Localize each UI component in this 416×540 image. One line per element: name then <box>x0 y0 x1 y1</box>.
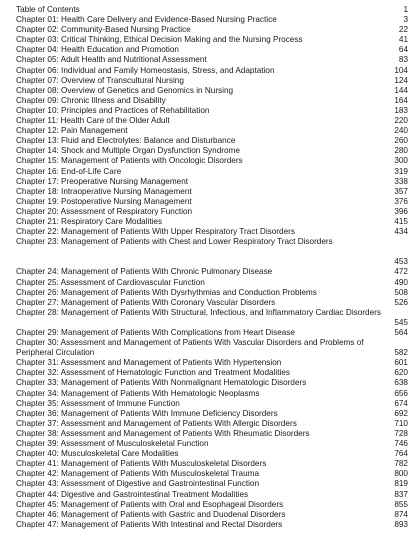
toc-entry-37[interactable] <box>16 419 408 429</box>
toc-entry-page: 183 <box>394 105 408 115</box>
toc-entry-page: 819 <box>394 479 408 489</box>
toc-entry-page: 83 <box>398 55 408 65</box>
toc-entry-label: Chapter 21: Respiratory Care Modalities <box>16 216 163 226</box>
toc-entry-label: Chapter 25: Assessment of Cardiovascular Function <box>16 277 205 287</box>
toc-entry-label: Chapter 23: Management of Patients with Chest and Lower Respiratory Tract Disorders <box>16 237 333 247</box>
toc-entry-page: 124 <box>394 75 408 85</box>
toc-entry-label: Chapter 31: Assessment and Management of Patients With Hypertension <box>16 358 282 368</box>
toc-entry-36[interactable] <box>16 409 408 419</box>
toc-entry-label: Chapter 10: Principles and Practices of Rehabilitation <box>16 105 210 115</box>
toc-entry-page: 415 <box>394 216 408 226</box>
toc-entry-label: Chapter 28: Management of Patients With Structural, Infectious, and Inflammatory Cardiac Disorders <box>16 307 381 317</box>
toc-entry-page: 3 <box>403 15 408 25</box>
toc-entry-39[interactable] <box>16 439 408 449</box>
toc-entry-05[interactable] <box>16 55 408 65</box>
toc-entry-page: 601 <box>394 358 408 368</box>
toc-entry-04[interactable] <box>16 45 408 55</box>
toc-entry-11[interactable] <box>16 116 408 126</box>
toc-entry-label: Chapter 33: Management of Patients With Nonmalignant Hematologic Disorders <box>16 378 307 388</box>
toc-entry-page: 893 <box>394 519 408 529</box>
toc-entry-label: Chapter 42: Management of Patients With Musculoskeletal Trauma <box>16 469 260 479</box>
toc-entry-page: 319 <box>394 166 408 176</box>
toc-entry-label: Chapter 29: Management of Patients With Complications from Heart Disease <box>16 328 295 338</box>
toc-entry-page: 545 <box>394 317 408 327</box>
toc-entry-label: Chapter 01: Health Care Delivery and Evidence-Based Nursing Practice <box>16 15 277 25</box>
toc-entry-page: 22 <box>398 25 408 35</box>
toc-entry-page: 728 <box>394 428 408 438</box>
toc-entry-label: Chapter 22: Management of Patients With Upper Respiratory Tract Disorders <box>16 227 295 237</box>
toc-entry-02[interactable] <box>16 25 408 35</box>
toc-entry-30[interactable] <box>16 338 408 358</box>
toc-entry-47[interactable] <box>16 520 408 530</box>
toc-entry-19[interactable] <box>16 197 408 207</box>
toc-entry-24[interactable] <box>16 267 408 277</box>
toc-entry-page: 674 <box>394 398 408 408</box>
toc-entry-page: 764 <box>394 449 408 459</box>
toc-entry-label: Chapter 34: Management of Patients With Hematologic Neoplasms <box>16 388 260 398</box>
toc-entry-page: 638 <box>394 378 408 388</box>
toc-entry-page: 453 <box>394 257 408 267</box>
toc-entry-label: Chapter 36: Management of Patients With Immune Deficiency Disorders <box>16 408 278 418</box>
toc-entry-page: 280 <box>394 146 408 156</box>
toc-entry-32[interactable] <box>16 368 408 378</box>
toc-entry-label: Chapter 09: Chronic Illness and Disability <box>16 95 166 105</box>
toc-entry-label: Chapter 14: Shock and Multiple Organ Dysfunction Syndrome <box>16 146 240 156</box>
toc-entry-label: Chapter 32: Assessment of Hematologic Function and Treatment Modalities <box>16 368 290 378</box>
toc-entry-page: 582 <box>394 348 408 358</box>
toc-title-page: 1 <box>403 5 408 14</box>
toc-entry-31[interactable] <box>16 358 408 368</box>
toc-entry-34[interactable] <box>16 389 408 399</box>
toc-entry-22[interactable] <box>16 227 408 237</box>
toc-title: Table of Contents <box>16 5 80 14</box>
toc-entry-43[interactable] <box>16 479 408 489</box>
toc-entry-page: 490 <box>394 277 408 287</box>
toc-entry-label: Chapter 44: Digestive and Gastrointestinal Treatment Modalities <box>16 489 249 499</box>
toc-entry-27[interactable] <box>16 298 408 308</box>
toc-entry-label: Chapter 35: Assessment of Immune Function <box>16 398 180 408</box>
toc-entry-page: 746 <box>394 439 408 449</box>
toc-entry-46[interactable] <box>16 510 408 520</box>
toc-entry-03[interactable] <box>16 35 408 45</box>
toc-entry-26[interactable] <box>16 288 408 298</box>
toc-entry-label: Chapter 11: Health Care of the Older Adult <box>16 116 170 126</box>
toc-entry-label: Chapter 06: Individual and Family Homeostasis, Stress, and Adaptation <box>16 65 275 75</box>
toc-entry-label: Chapter 45: Management of Patients with Oral and Esophageal Disorders <box>16 499 284 509</box>
toc-entry-page: 656 <box>394 388 408 398</box>
toc-entry-page: 338 <box>394 176 408 186</box>
toc-entry-page: 376 <box>394 196 408 206</box>
toc-entry-label: Chapter 13: Fluid and Electrolytes: Balance and Disturbance <box>16 136 236 146</box>
toc-entry-label: Chapter 12: Pain Management <box>16 126 128 136</box>
toc-entry-page: 240 <box>394 126 408 136</box>
toc-entry-page: 710 <box>394 418 408 428</box>
toc-entry-07[interactable] <box>16 76 408 86</box>
toc-entry-page: 41 <box>398 35 408 45</box>
toc-entry-06[interactable] <box>16 66 408 76</box>
toc-entry-label: Chapter 38: Assessment and Management of Patients With Rheumatic Disorders <box>16 428 310 438</box>
toc-entry-13[interactable] <box>16 136 408 146</box>
toc-entry-label: Chapter 02: Community-Based Nursing Practice <box>16 25 191 35</box>
toc-entry-23[interactable] <box>16 237 408 267</box>
toc-entry-40[interactable] <box>16 449 408 459</box>
toc-entry-08[interactable] <box>16 86 408 96</box>
toc-entry-page: 357 <box>394 186 408 196</box>
toc-entry-label: Chapter 04: Health Education and Promotion <box>16 45 179 55</box>
toc-entry-page: 620 <box>394 368 408 378</box>
toc-entry-42[interactable] <box>16 469 408 479</box>
toc-entry-page: 564 <box>394 328 408 338</box>
toc-entry-page: 782 <box>394 459 408 469</box>
toc-entry-label: Chapter 30: Assessment and Management of Patients With Vascular Disorders and Problems of Peripheral Circulation <box>16 338 364 358</box>
toc-entry-01[interactable] <box>16 15 408 25</box>
toc-entry-20[interactable] <box>16 207 408 217</box>
toc-entry-page: 164 <box>394 95 408 105</box>
toc-entry-label: Chapter 43: Assessment of Digestive and Gastrointestinal Function <box>16 479 260 489</box>
toc-entry-label: Chapter 05: Adult Health and Nutritional Assessment <box>16 55 207 65</box>
toc-entry-page: 260 <box>394 136 408 146</box>
toc-entry-label: Chapter 37: Assessment and Management of Patients With Allergic Disorders <box>16 418 297 428</box>
toc-entry-label: Chapter 15: Management of Patients with Oncologic Disorders <box>16 156 243 166</box>
toc-entry-label: Chapter 03: Critical Thinking, Ethical Decision Making and the Nursing Process <box>16 35 303 45</box>
toc-entry-page: 144 <box>394 85 408 95</box>
toc-entry-label: Chapter 47: Management of Patients With Intestinal and Rectal Disorders <box>16 519 283 529</box>
toc-entry-label: Chapter 46: Management of Patients with Gastric and Duodenal Disorders <box>16 509 286 519</box>
toc-entry-25[interactable] <box>16 278 408 288</box>
toc-entry-41[interactable] <box>16 459 408 469</box>
toc-entry-page: 508 <box>394 287 408 297</box>
toc-entry-page: 64 <box>398 45 408 55</box>
toc-entry-page: 855 <box>394 499 408 509</box>
toc-entry-10[interactable] <box>16 106 408 116</box>
toc-entry-label: Chapter 26: Management of Patients With Dysrhythmias and Conduction Problems <box>16 287 317 297</box>
toc-entry-page: 874 <box>394 509 408 519</box>
toc-entry-label: Chapter 39: Assessment of Musculoskeletal Function <box>16 439 209 449</box>
toc-entry-label: Chapter 07: Overview of Transcultural Nursing <box>16 75 184 85</box>
toc-entry-33[interactable] <box>16 378 408 388</box>
toc-entry-page: 220 <box>394 116 408 126</box>
toc-entry-45[interactable] <box>16 500 408 510</box>
toc-entry-44[interactable] <box>16 490 408 500</box>
toc-entry-label: Chapter 16: End-of-Life Care <box>16 166 122 176</box>
toc-entry-16[interactable] <box>16 167 408 177</box>
toc-entry-label: Chapter 24: Management of Patients With Chronic Pulmonary Disease <box>16 267 273 277</box>
toc-entry-15[interactable] <box>16 156 408 166</box>
toc-entry-12[interactable] <box>16 126 408 136</box>
toc-entry-page: 692 <box>394 408 408 418</box>
toc-entry-label: Chapter 17: Preoperative Nursing Management <box>16 176 189 186</box>
toc-entry-label: Chapter 27: Management of Patients With Coronary Vascular Disorders <box>16 297 276 307</box>
toc-entry-page: 396 <box>394 206 408 216</box>
toc-entry-17[interactable] <box>16 177 408 187</box>
toc-entry-35[interactable] <box>16 399 408 409</box>
toc-entry-page: 472 <box>394 267 408 277</box>
toc-header <box>16 5 408 15</box>
toc-entry-09[interactable] <box>16 96 408 106</box>
toc-entry-label: Chapter 19: Postoperative Nursing Management <box>16 196 192 206</box>
toc-entry-label: Chapter 40: Musculoskeletal Care Modalities <box>16 449 179 459</box>
toc-entry-14[interactable] <box>16 146 408 156</box>
toc-entry-label: Chapter 41: Management of Patients With Musculoskeletal Disorders <box>16 459 267 469</box>
toc-entry-page: 104 <box>394 65 408 75</box>
toc-entry-28[interactable] <box>16 308 408 328</box>
toc-entry-18[interactable] <box>16 187 408 197</box>
toc-entry-page: 434 <box>394 227 408 237</box>
toc-entry-29[interactable] <box>16 328 408 338</box>
toc-entry-page: 526 <box>394 297 408 307</box>
toc-entry-page: 800 <box>394 469 408 479</box>
toc-entry-21[interactable] <box>16 217 408 227</box>
toc-entry-label: Chapter 20: Assessment of Respiratory Function <box>16 206 193 216</box>
toc-entry-page: 837 <box>394 489 408 499</box>
toc-entry-page: 300 <box>394 156 408 166</box>
toc-entry-label: Chapter 18: Intraoperative Nursing Management <box>16 186 192 196</box>
table-of-contents <box>16 5 408 530</box>
toc-entry-38[interactable] <box>16 429 408 439</box>
toc-entry-label: Chapter 08: Overview of Genetics and Genomics in Nursing <box>16 85 234 95</box>
